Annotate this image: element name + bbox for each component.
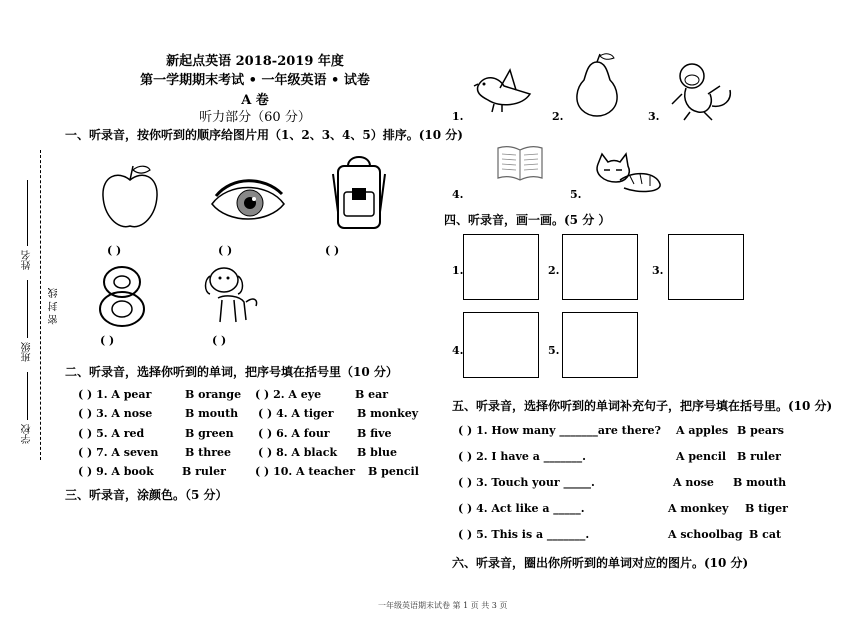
s2-row-1-a[interactable]: ( ) 1. A pear [78,388,152,401]
class-label: 班级 [22,342,33,362]
section-1-heading: 一、听录音，按你听到的顺序给图片用（1、2、3、4、5）排序。(10 分) [65,128,463,142]
book-icon [496,144,544,182]
answer-paren-apple[interactable]: ( ) [107,244,122,257]
page-footer: 一年级英语期末试卷 第 1 页 共 3 页 [378,601,508,610]
s3-label-3: 3. [648,110,660,123]
draw-box-3[interactable] [668,234,744,300]
s2-row-3-c[interactable]: ( ) 6. A four [258,427,330,440]
s5-row-1-a: A apples [676,424,729,437]
number-eight-icon [96,264,148,328]
section-3-heading: 三、听录音，涂颜色。（5 分） [65,488,228,502]
s5-row-2-a: A pencil [676,450,727,463]
bird-icon [470,64,544,114]
s5-row-4-question[interactable]: ( ) 4. Act like a _____. [458,502,585,515]
binding-line [40,150,41,460]
s2-row-4-d: B blue [357,446,397,459]
s2-row-2-d: B monkey [357,407,419,420]
s2-row-5-d: B pencil [368,465,419,478]
s2-row-2-b: B mouth [185,407,239,420]
cat-icon [590,150,666,196]
name-line [27,180,28,246]
s5-row-4-a: A monkey [668,502,729,515]
s5-row-4-b: B tiger [745,502,788,515]
s2-row-3-d: B five [357,427,392,440]
s2-row-1-d: B ear [355,388,389,401]
s3-label-1: 1. [452,110,464,123]
s2-row-4-b: B three [185,446,231,459]
s5-row-5-a: A schoolbag [668,528,743,541]
s5-row-1-b: B pears [737,424,784,437]
answer-paren-eight[interactable]: ( ) [100,334,115,347]
apple-icon [100,162,160,232]
section-6-heading: 六、听录音，圈出你所听到的单词对应的图片。(10 分) [452,556,749,570]
name-label: 姓名 [22,250,33,270]
pear-icon [570,52,624,118]
answer-paren-schoolbag[interactable]: ( ) [325,244,340,257]
exam-title-line1: 新起点英语 2018-2019 年度 [166,54,344,69]
draw-box-1[interactable] [463,234,539,300]
s4-label-2: 2. [548,264,560,277]
s5-row-3-question[interactable]: ( ) 3. Touch your _____. [458,476,595,489]
school-label: 学校 [22,424,33,444]
s2-row-5-a[interactable]: ( ) 9. A book [78,465,154,478]
class-line [27,280,28,338]
eye-icon [208,176,288,228]
s5-row-5-question[interactable]: ( ) 5. This is a _______. [458,528,590,541]
s3-label-5: 5. [570,188,582,201]
s2-row-3-b: B green [185,427,234,440]
s4-label-5: 5. [548,344,560,357]
s2-row-1-b: B orange [185,388,242,401]
exam-title-line3: A 卷 [241,93,269,108]
section-2-heading: 二、听录音，选择你听到的单词，把序号填在括号里（10 分） [65,365,398,379]
s2-row-4-a[interactable]: ( ) 7. A seven [78,446,159,459]
s3-label-4: 4. [452,188,464,201]
draw-box-2[interactable] [562,234,638,300]
s4-label-1: 1. [452,264,464,277]
section-5-heading: 五、听录音，选择你听到的单词补充句子，把序号填在括号里。(10 分) [452,399,833,413]
answer-paren-eye[interactable]: ( ) [218,244,233,257]
draw-box-5[interactable] [562,312,638,378]
s5-row-3-b: B mouth [733,476,787,489]
s5-row-2-b: B ruler [737,450,781,463]
s4-label-4: 4. [452,344,464,357]
s5-row-3-a: A nose [673,476,714,489]
s2-row-4-c[interactable]: ( ) 8. A black [258,446,338,459]
monkey-icon [668,60,738,122]
s4-label-3: 3. [652,264,664,277]
s2-row-5-b: B ruler [182,465,226,478]
seal-label: 密 封 线 [49,288,60,325]
s5-row-5-b: B cat [749,528,782,541]
schoolbag-icon [330,152,388,232]
s2-row-2-c[interactable]: ( ) 4. A tiger [258,407,334,420]
exam-title-line4: 听力部分（60 分） [199,110,311,125]
s2-row-5-c[interactable]: ( ) 10. A teacher [255,465,356,478]
school-line [27,372,28,420]
s2-row-3-a[interactable]: ( ) 5. A red [78,427,145,440]
s5-row-1-question[interactable]: ( ) 1. How many _______are there? [458,424,661,437]
s3-label-2: 2. [552,110,564,123]
s2-row-1-c[interactable]: ( ) 2. A eye [255,388,322,401]
draw-box-4[interactable] [463,312,539,378]
exam-title-line2: 第一学期期末考试 • 一年级英语 • 试卷 [140,73,370,88]
s5-row-2-question[interactable]: ( ) 2. I have a _______. [458,450,586,463]
answer-paren-dog[interactable]: ( ) [212,334,227,347]
section-4-heading: 四、听录音，画一画。(5 分 ） [444,213,611,227]
s2-row-2-a[interactable]: ( ) 3. A nose [78,407,153,420]
dog-icon [200,262,260,328]
